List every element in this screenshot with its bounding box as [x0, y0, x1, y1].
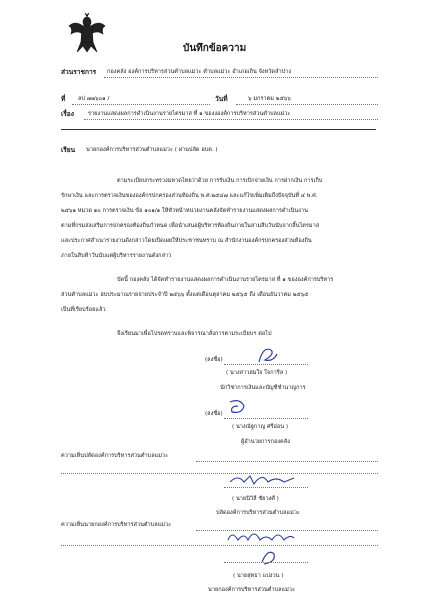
sig2-prefix: (ลงชื่อ): [205, 411, 223, 417]
para3: จึงเรียนมาเพื่อโปรดทราบและพิจารณาสั่งการตามระเบียบฯ ต่อไป: [117, 331, 272, 337]
salutation-label: เรียน: [61, 146, 76, 154]
para2-line-3: เป็นที่เรียบร้อยแล้ว: [61, 307, 106, 313]
sig2-position: ผู้อำนวยการกองคลัง: [241, 439, 290, 445]
date-value: ๖ มกราคม ๒๕๖๖: [248, 96, 291, 102]
subject-value: รายงานแสดงผลการดำเนินงานรายไตรมาส ที่ ๑ ของงองค์การบริหารส่วนตำบลแม่วะ: [88, 111, 291, 117]
deputy-opinion-line-1: [196, 461, 378, 462]
sig3-dotted-line: [224, 487, 308, 488]
salutation-value: นายกองค์การบริหารส่วนตำบลแม่วะ ( ผ่านปลัด อบต. ): [86, 147, 218, 153]
para1-line-1: ตามระเบียบกระทรวงมหาดไทยว่าด้วย การรับเงิน การเบิกจ่ายเงิน การฝากเงิน การเก็บ: [117, 178, 323, 184]
sig2-handwriting: [226, 396, 250, 420]
sig1-handwriting: [255, 344, 281, 366]
agency-dotted-line: [104, 77, 378, 78]
ref-value: ลป ๗๗๖๐๑ /: [78, 96, 110, 102]
deputy-opinion-line-2: [61, 473, 378, 474]
header-divider: [61, 129, 376, 130]
para2-line-1: บัดนี้ กองคลัง ได้จัดทำรายงานแสดงผลการดำเนินงานรายไตรมาส ที่ ๑ ขององค์การบริหาร: [117, 277, 334, 283]
sig3-name: ( นายนิวิลี ชัยวงศ์ ): [232, 496, 279, 502]
sig1-position: นักวิชาการเงินและบัญชีชำนาญการ: [220, 385, 306, 391]
page-title: บันทึกข้อความ: [183, 43, 247, 54]
sig3-position: ปลัดองค์การบริหารส่วนตำบลแม่วะ: [216, 510, 300, 516]
subject-dotted-line: [84, 119, 378, 120]
sig4-dotted-line: [224, 562, 308, 563]
deputy-opinion-label: ความเห็นปลัดองค์การบริหารส่วนตำบลแม่วะ: [61, 453, 169, 459]
agency-value: กองคลัง องค์การบริหารส่วนตำบลแม่วะ ตำบลแม่วะ อำเภอเถิน จังหวัดลำปาง: [107, 69, 292, 75]
agency-label: ส่วนราชการ: [61, 68, 97, 76]
date-label: วันที่: [215, 95, 228, 103]
ref-label: ที่: [61, 95, 66, 103]
para1-line-4: ตามที่กรมส่งเสริมการปกครองท้องถิ่นกำหนด เพื่อนำเสนอผู้บริหารท้องถิ่นภายในสามสิบวันนับจากสิ้นไตรมาส: [61, 223, 320, 229]
para1-line-3: ๒๕๖๑ หมวด ๑๐ การตรวจเงิน ข้อ ๑๐๑/๑ ให้หัวหน้าหน่วยงานคลังจัดทำรายงานแสดงผลการดำเนินงาน: [61, 208, 308, 214]
sig1-prefix: (ลงชื่อ): [205, 357, 223, 363]
sig1-name: ( นางสาวสมใจ ใจการีล ): [226, 370, 288, 376]
para1-line-2: รักษาเงิน และการตรวจเงินขององค์กรปกครองส่วนท้องถิ่น พ.ศ.๒๕๔๗ และแก้ไขเพิ่มเติมถึงปัจจุบันที่ ๔ พ.ศ.: [61, 193, 318, 199]
sig4-handwriting: [258, 546, 280, 568]
mayor-opinion-label: ความเห็นนายกองค์การบริหารส่วนตำบลแม่วะ: [61, 522, 172, 528]
para2-line-2: ส่วนตำบลแม่วะ ฮบประมาณรายจ่ายประจำปี ๒๕๖๖ ตั้งแต่เดือนตุลาคม ๒๕๖๕ ถึง เดือนธันวาคม ๒๕๖๕: [61, 292, 309, 298]
date-dotted-line: [236, 104, 378, 105]
sig3-handwriting: [228, 470, 298, 488]
ref-dotted-line: [72, 104, 210, 105]
mayor-opinion-line-2: [61, 545, 378, 546]
sig4-position: นายกองค์การบริหารส่วนตำบลแม่วะ: [208, 587, 295, 593]
sig4-name: ( นายสุทธา แปงวน ): [233, 573, 284, 579]
garuda-emblem-icon: [67, 12, 107, 54]
subject-label: เรื่อง: [61, 110, 74, 118]
para1-line-5: และประกาศสำเนารายงานดังกล่าวโดยเปิดเผยให้ประชาชนทราบ ณ สำนักงานองค์กรปกครองส่วนท้องถิ่น: [61, 238, 312, 244]
sig2-name: ( นางณัฐกาญ ศรีอ่อน ): [232, 424, 289, 430]
para1-line-6: ภายในสิบห้าวันนับแต่ผู้บริหารรายงานดังกล่าว: [61, 253, 172, 259]
